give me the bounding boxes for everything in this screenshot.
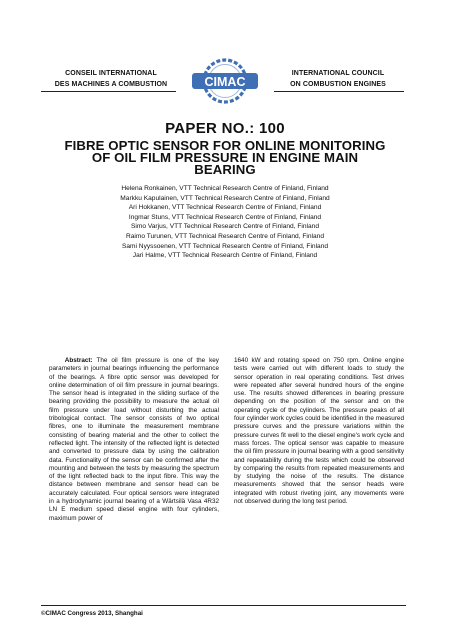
abstract-right-column xyxy=(234,357,404,506)
paper-title xyxy=(38,140,412,175)
paper-number: PAPER NO.: 100 xyxy=(165,120,285,137)
abstract-label: Abstract: xyxy=(64,357,93,364)
title-line: OF OIL FILM PRESSURE IN ENGINE MAIN xyxy=(91,149,359,165)
footer-rule xyxy=(41,605,406,606)
author: Jari Halme, VTT Technical Research Centre of Finland, Finland xyxy=(132,252,318,260)
author: Raimo Turunen, VTT Technical Research Centre of Finland, Finland xyxy=(125,232,325,240)
abstract-left-column xyxy=(49,357,219,523)
cimac-logo xyxy=(186,58,264,104)
header-right-rule xyxy=(274,91,404,92)
header-left-line2: DES MACHINES A COMBUSTION xyxy=(54,81,168,88)
author: Helena Ronkainen, VTT Technical Research Centre of Finland, Finland xyxy=(121,185,329,192)
header-left xyxy=(41,68,181,90)
header-right-line2: ON COMBUSTION ENGINES xyxy=(290,81,386,88)
header-right-line1: INTERNATIONAL COUNCIL xyxy=(291,70,385,77)
header-left-line1: CONSEIL INTERNATIONAL xyxy=(65,70,157,77)
author: Sami Nyyssoenen, VTT Technical Research Centre of Finland, Finland xyxy=(121,242,329,250)
author-list xyxy=(0,184,450,261)
footer-text: ©CIMAC Congress 2013, Shanghai xyxy=(41,610,143,617)
logo-text: CIMAC xyxy=(204,75,246,89)
header-left-rule xyxy=(41,91,176,92)
abstract-text-right: 1640 kW and rotating speed on 750 rpm. Online engine tests were carried out with different loads to study the sensor operation in real operating conditions. Test drives were repeated after several hundred hours of the engine use. The results showed differences in bearing pressure depending on the position of the sensor and on the operating cycle of the cylinders. The pressure peaks of all four cylinder work cycles could be identified in the measured pressure curves and the pressure variations within the pressure curves fit well to the diesel engine's work cycle and mass forces. The optical sensor was capable to measure the oil film pressure in journal bearing with a good sensitivity and repeatability during the tests which could be observed by comparing the results from repeated measurements and by studying the noise of the results. The distance measurements showed that the sensor heads were integrated with robust riveting joint, any movements were not observed during the long test period. xyxy=(234,357,404,506)
author: Ingmar Stuns, VTT Technical Research Centre of Finland, Finland xyxy=(128,213,322,221)
author: Simo Varjus, VTT Technical Research Centre of Finland, Finland xyxy=(130,223,319,231)
author: Ari Hokkanen, VTT Technical Research Centre of Finland, Finland xyxy=(128,204,322,212)
abstract-paragraph xyxy=(49,357,219,523)
abstract-text-left: The oil film pressure is one of the key parameters in journal bearings influencing the performance of the bearings. A fibre optic sensor was developed for online determination of oil film pressure in journal bearings. The sensor head is integrated in the sliding surface of the bearing providing the possibility to measure the actual oil film pressure under load without disturbing the actual tribological contact. The sensor consists of two optical fibres, one to illuminate the measurement membrane consisting of bearing material and the other to collect the reflected light. The intensity of the reflected light is detected and converted to pressure data by using the calibration data. Functionality of the sensor can be confirmed after the mounting and between the tests by measuring the spectrum of the light reflected back to the input fibre. This way the distance between membrane and sensor head can be accurately calculated. Four optical sensors were integrated in a hydrodynamic journal bearing of a Wärtsilä Vasa 4R32 LN E medium speed diesel engine with four cylinders, maximum power of xyxy=(49,357,219,522)
title-line: FIBRE OPTIC SENSOR FOR ONLINE MONITORING xyxy=(64,138,386,153)
author: Markku Kapulainen, VTT Technical Research Centre of Finland, Finland xyxy=(120,194,330,202)
header-right xyxy=(268,68,408,90)
title-line: BEARING xyxy=(194,161,256,177)
